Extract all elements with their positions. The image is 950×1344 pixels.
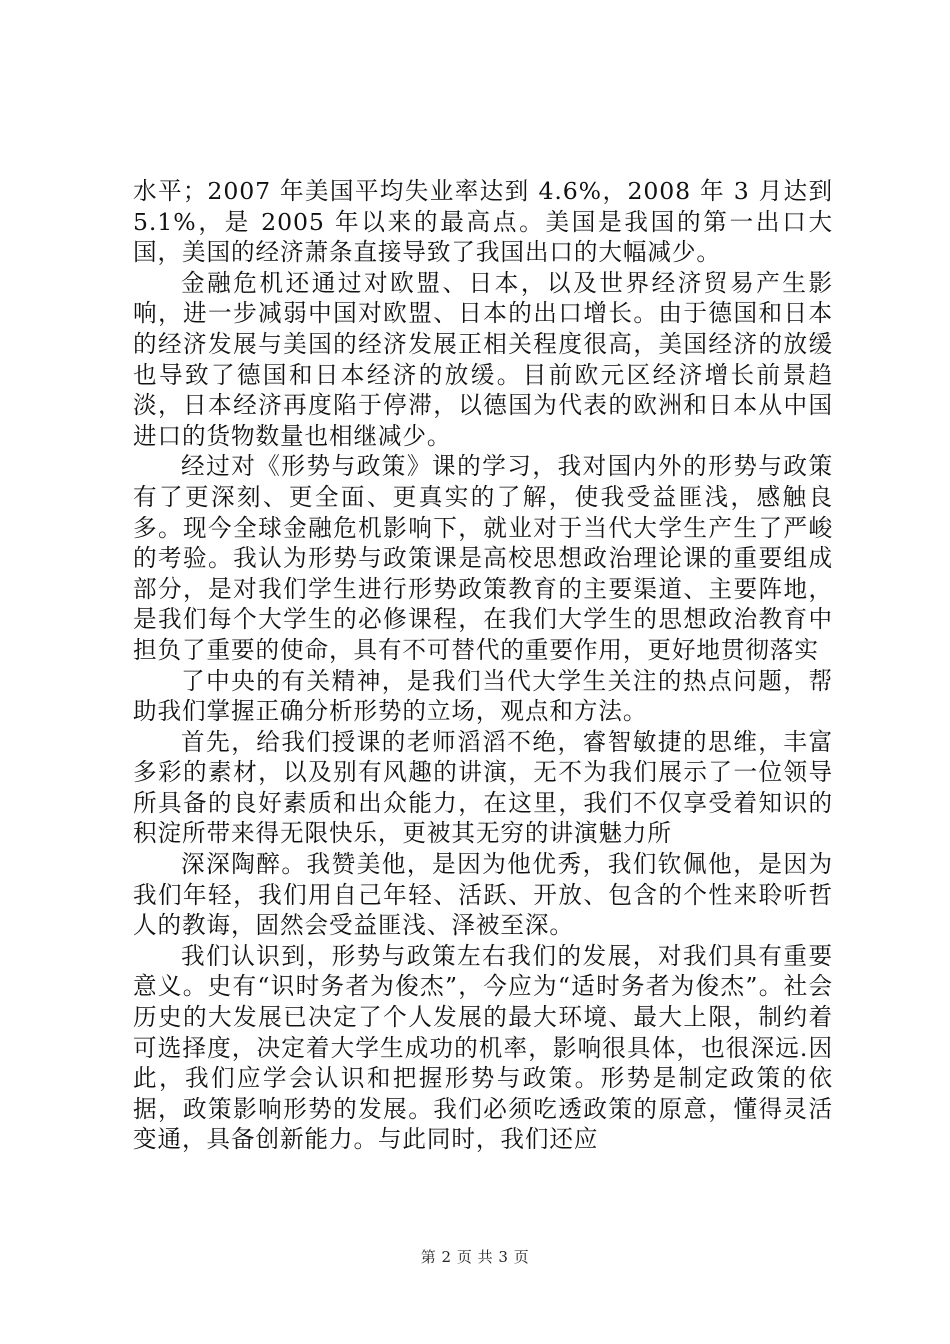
page-footer: 第 2 页 共 3 页 [420,1248,530,1266]
document-body [133,176,833,1155]
paragraph-5: 首先，给我们授课的老师滔滔不绝，睿智敏捷的思维，丰富多彩的素材，以及别有风趣的讲演，无不为我们展示了一位领导所具备的良好素质和出众能力，在这里，我们不仅享受着知识的积淀所带来得无限快乐，更被其无穷的讲演魅力所 [133,727,833,848]
paragraph-6: 深深陶醉。我赞美他，是因为他优秀，我们钦佩他，是因为我们年轻，我们用自己年轻、活跃、开放、包含的个性来聆听哲人的教诲，固然会受益匪浅、泽被至深。 [133,850,833,940]
paragraph-4: 了中央的有关精神，是我们当代大学生关注的热点问题，帮助我们掌握正确分析形势的立场，观点和方法。 [133,666,833,726]
paragraph-2: 金融危机还通过对欧盟、日本，以及世界经济贸易产生影响，进一步减弱中国对欧盟、日本的出口增长。由于德国和日本的经济发展与美国的经济发展正相关程度很高，美国经济的放缓也导致了德国和日本经济的放缓。目前欧元区经济增长前景趋淡，日本经济再度陷于停滞，以德国为代表的欧洲和日本从中国进口的货物数量也相继减少。 [133,268,833,450]
paragraph-1: 水平；2007 年美国平均失业率达到 4.6%，2008 年 3 月达到5.1%，是 2005 年以来的最高点。美国是我国的第一出口大国，美国的经济萧条直接导致了我国出口的大幅减少。 [133,177,833,267]
paragraph-3: 经过对《形势与政策》课的学习，我对国内外的形势与政策有了更深刻、更全面、更真实的了解，使我受益匪浅，感触良多。现今全球金融危机影响下，就业对于当代大学生产生了严峻的考验。我认为形势与政策课是高校思想政治理论课的重要组成部分，是对我们学生进行形势政策教育的主要渠道、主要阵地，是我们每个大学生的必修课程，在我们大学生的思想政治教育中担负了重要的使命，具有不可替代的重要作用，更好地贯彻落实 [133,452,833,664]
paragraph-7: 我们认识到，形势与政策左右我们的发展，对我们具有重要意义。史有“识时务者为俊杰”，今应为“适时务者为俊杰”。社会历史的大发展已决定了个人发展的最大环境、最大上限，制约着可选择度，决定着大学生成功的机率，影响很具体，也很深远.因此，我们应学会认识和把握形势与政策。形势是制定政策的依据，政策影响形势的发展。我们必须吃透政策的原意，懂得灵活变通，具备创新能力。与此同时，我们还应 [133,941,833,1154]
